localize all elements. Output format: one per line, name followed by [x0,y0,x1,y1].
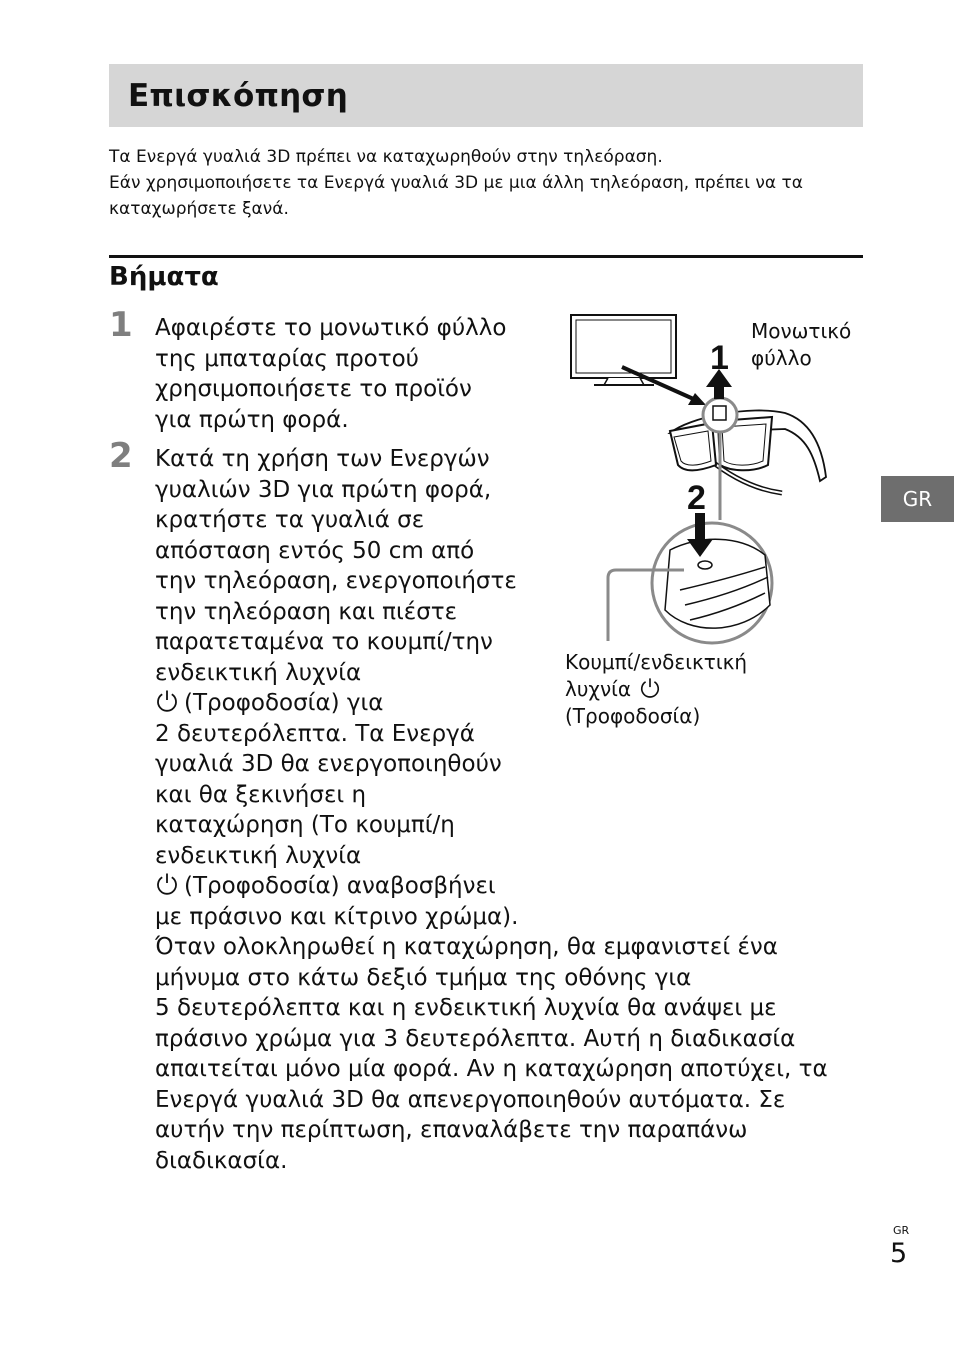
step-line: ενδεικτική λυχνία [155,659,362,686]
step-line: την τηλεόραση, ενεργοποιήστε [155,568,517,594]
step-line: της μπαταρίας προτού [155,345,419,372]
power-icon [155,689,179,713]
power-icon [639,677,661,699]
step-line: και θα ξεκινήσει η [155,781,367,808]
step-1-text [155,313,506,435]
step-line: κρατήστε τα γυαλιά σε [155,507,425,533]
page-title: Επισκόπηση [128,78,349,114]
step-line: (Τροφοδοσία) για [155,688,828,719]
step-line: καταχώρηση (Το κουμπί/η [155,812,455,838]
intro-line: Τα Ενεργά γυαλιά 3D πρέπει να καταχωρηθούν στην τηλεόραση. [109,147,663,167]
step-line: αυτήν την περίπτωση, επαναλάβετε την παραπάνω [155,1117,748,1143]
step-line: γυαλιών 3D για πρώτη φορά, [155,476,492,503]
step-line: την τηλεόραση και πιέστε [155,598,458,625]
intro-line: καταχωρήσετε ξανά. [109,199,289,219]
step-number: 1 [109,305,133,345]
step-line: με πράσινο και κίτρινο χρώμα). [155,903,519,930]
marker-2: 2 [687,479,706,517]
step-line: για πρώτη φορά. [155,406,349,433]
callout-insulation-sheet: Μονωτικό φύλλο [751,319,852,370]
step-line: πράσινο χρώμα για 3 δευτερόλεπτα. Αυτή η διαδικασία [155,1025,796,1052]
intro-paragraph [109,144,869,222]
step-line: Κατά τη χρήση των Ενεργών [155,446,490,472]
power-icon [155,872,179,896]
step-line: (Τροφοδοσία) αναβοσβήνει [155,871,828,902]
section-title: Βήματα [109,262,219,292]
section-divider [109,255,863,258]
step-line: παρατεταμένα το κουμπί/την [155,629,493,655]
page-language: GR [893,1224,910,1237]
step-line: Ενεργά γυαλιά 3D θα απενεργοποιηθούν αυτόματα. Σε [155,1086,786,1113]
intro-line: Εάν χρησιμοποιήσετε τα Ενεργά γυαλιά 3D με μια άλλη τηλεόραση, πρέπει να τα [109,173,803,193]
step-line: χρησιμοποιήσετε το προϊόν [155,376,472,402]
step-line: απόσταση εντός 50 cm από [155,537,475,564]
step-line: μήνυμα στο κάτω δεξιό τμήμα της οθόνης για [155,964,692,991]
step-line: 5 δευτερόλεπτα και η ενδεικτική λυχνία θα ανάψει με [155,995,777,1021]
callout-power-button: Κουμπί/ενδεικτική λυχνία (Τροφοδοσία) [565,650,748,728]
step-line: γυαλιά 3D θα ενεργοποιηθούν [155,751,502,777]
step-line: απαιτείται μόνο μία φορά. Αν η καταχώρηση αποτύχει, τα [155,1056,828,1082]
step-line: διαδικασία. [155,1147,288,1174]
page-number: 5 [890,1238,908,1269]
language-tab: GR [881,476,954,522]
step-line: 2 δευτερόλεπτα. Τα Ενεργά [155,720,475,747]
step-number: 2 [109,436,133,476]
marker-1: 1 [710,339,729,377]
step-line: Όταν ολοκληρωθεί η καταχώρηση, θα εμφανιστεί ένα [155,934,778,960]
step-line: Αφαιρέστε το μονωτικό φύλλο [155,315,507,341]
step-line: ενδεικτική λυχνία [155,842,362,869]
tv-icon [571,315,676,385]
